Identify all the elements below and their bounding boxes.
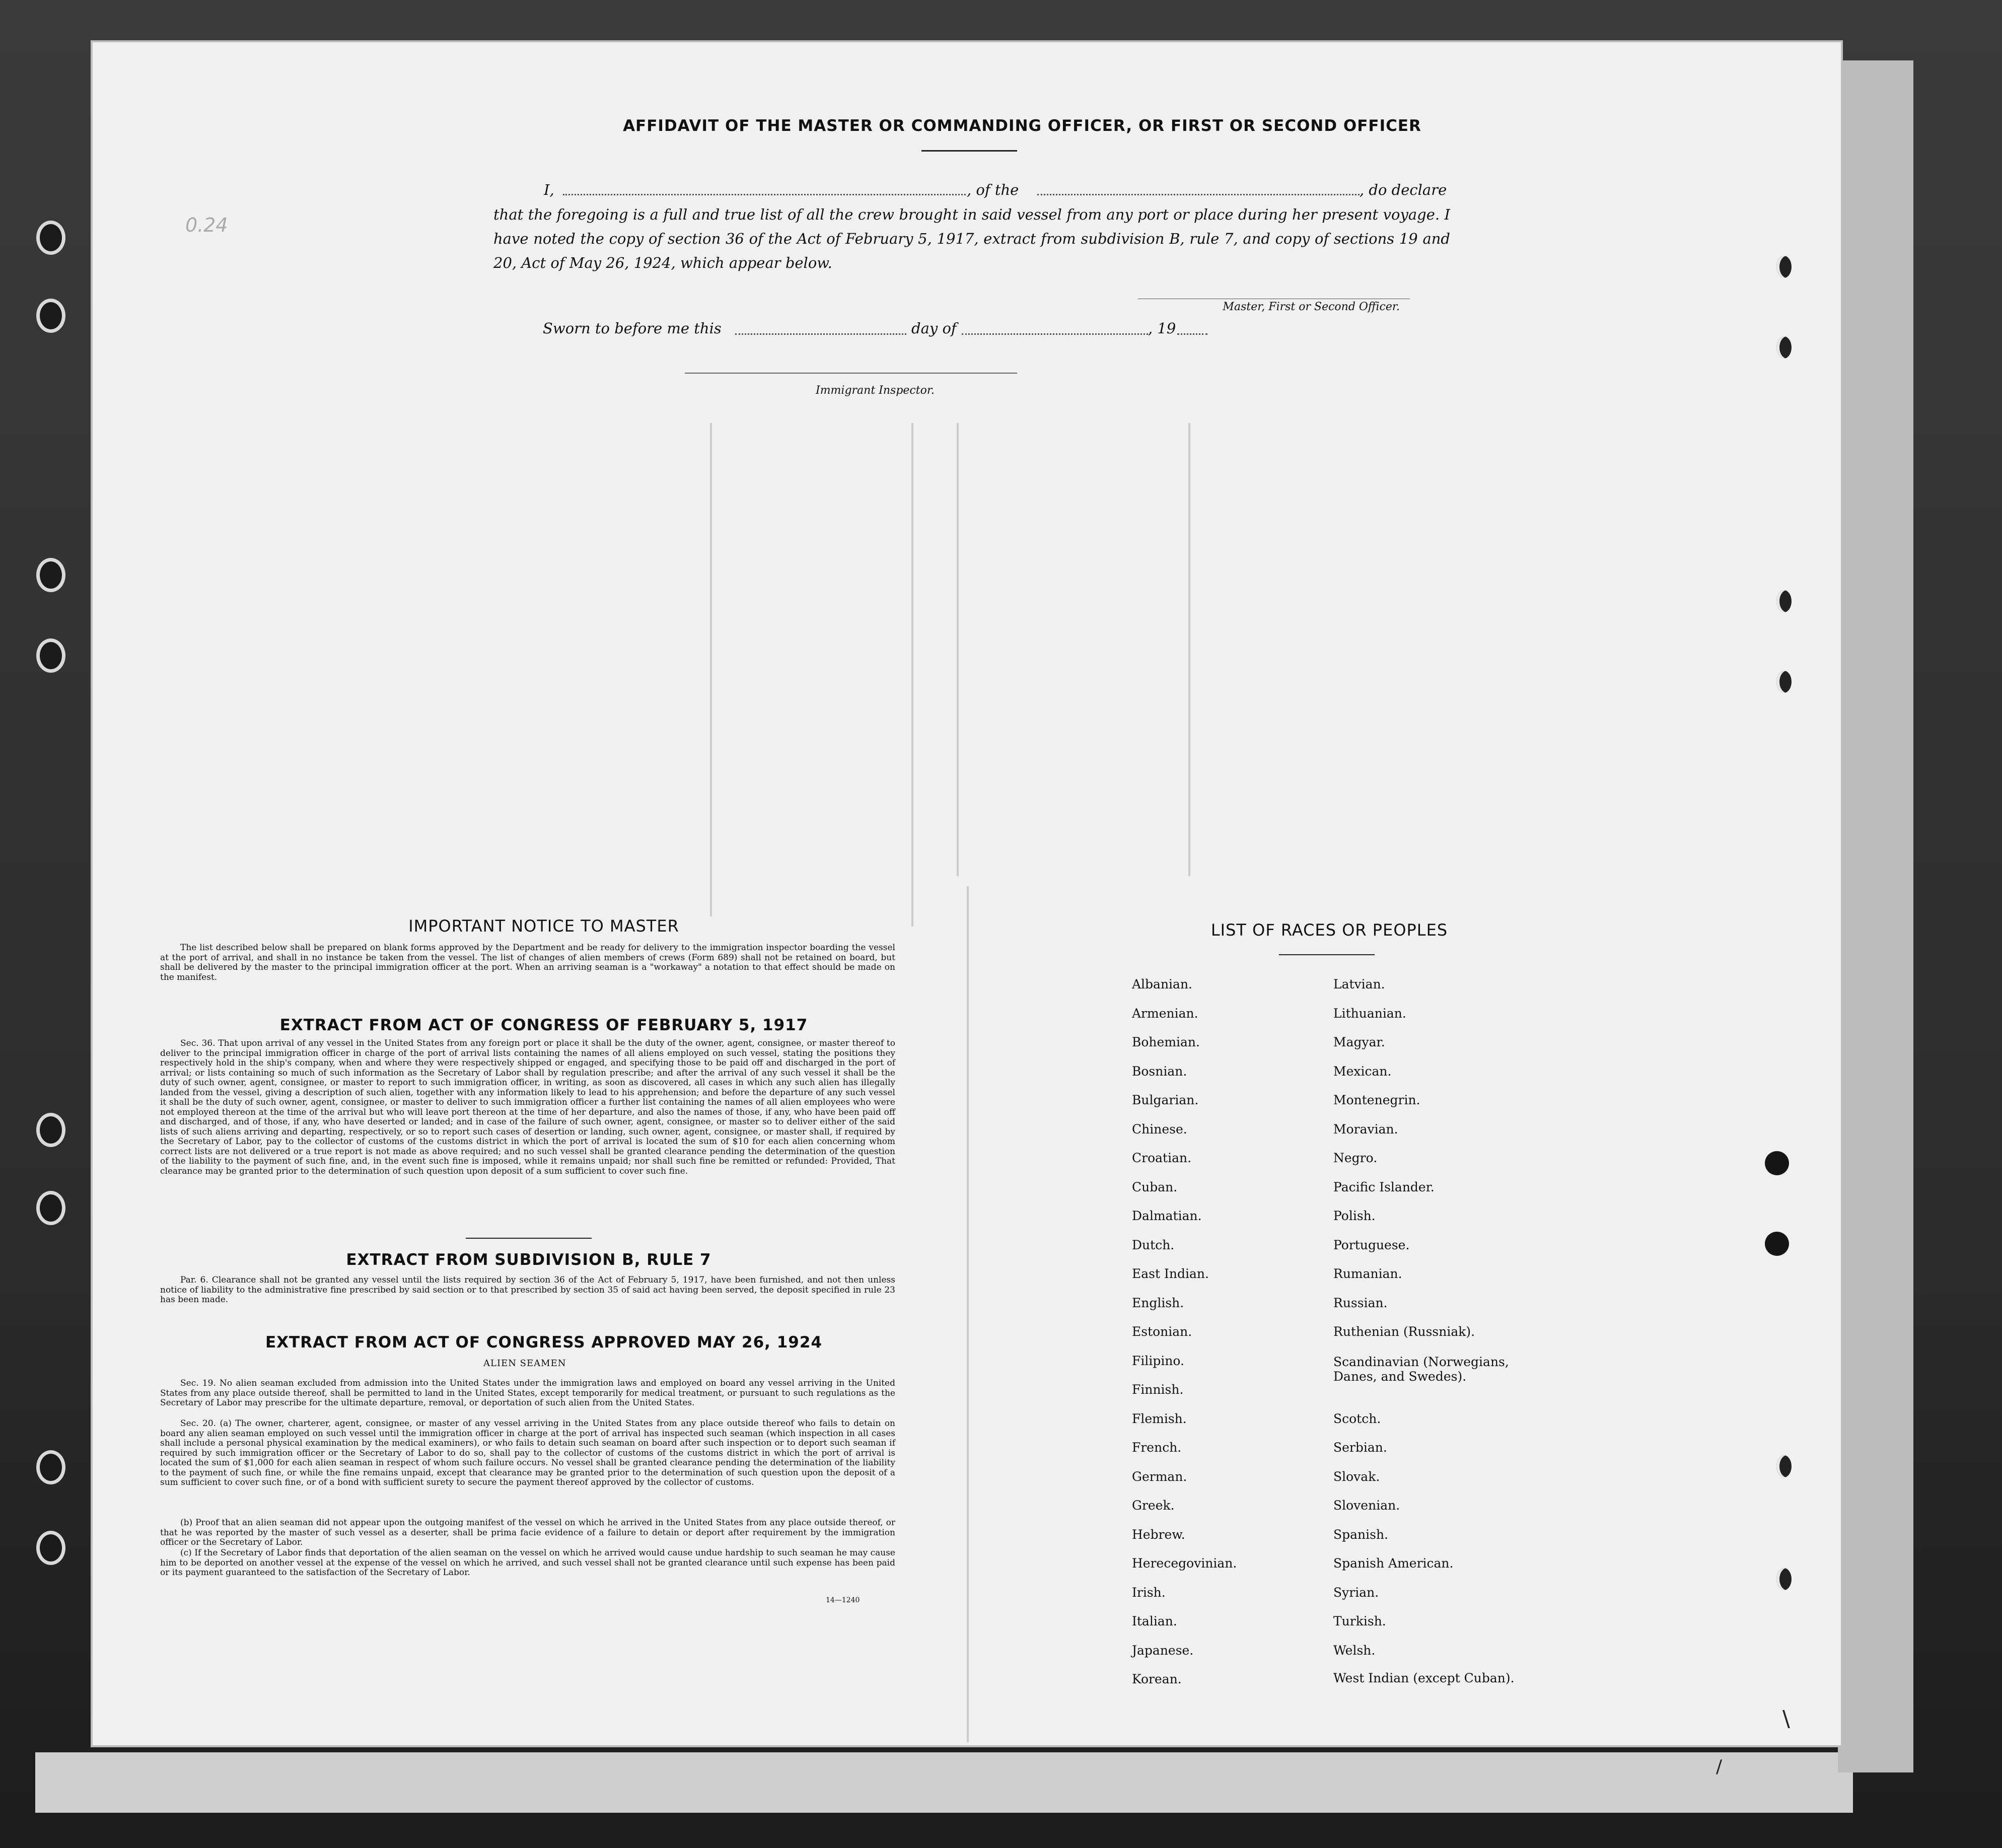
race-item: Finnish. [1132, 1382, 1184, 1397]
extract-rule7-text: Par. 6. Clearance shall not be granted any vessel until the lists required by section 36 of the Act of February 5, 1917, have been furnished, and not then unless notice of liability to the administrative fine prescribed by said section or to that prescribed by section 35 of said act having been served, the deposit specified in rule 23 has been made. [160, 1275, 895, 1305]
underlying-sheet-right [1838, 60, 1913, 1772]
title-rule [921, 150, 1017, 152]
race-item: West Indian (except Cuban). [1333, 1671, 1515, 1685]
race-item: Rumanian. [1333, 1266, 1402, 1281]
binder-hole [1776, 1455, 1792, 1477]
race-item: Latvian. [1333, 977, 1385, 991]
binder-hole [1776, 1568, 1792, 1590]
race-item: Herecegovinian. [1132, 1556, 1237, 1571]
race-item: Italian. [1132, 1614, 1177, 1628]
race-item: Serbian. [1333, 1440, 1387, 1455]
race-item: Chinese. [1132, 1122, 1187, 1136]
race-item: Slovak. [1333, 1469, 1380, 1484]
race-item: Montenegrin. [1333, 1093, 1420, 1107]
race-item: Bulgarian. [1132, 1093, 1199, 1107]
race-item: Russian. [1333, 1296, 1388, 1310]
binder-hole [1776, 671, 1792, 693]
race-item: Albanian. [1132, 977, 1193, 991]
sworn-day-field[interactable] [735, 333, 906, 335]
race-item: Ruthenian (Russniak). [1333, 1324, 1475, 1339]
race-item: Cuban. [1132, 1180, 1178, 1194]
underlying-sheet-bottom [35, 1752, 1853, 1813]
affidavit-of-the: , of the [967, 181, 1019, 198]
extract-1917-text: Sec. 36. That upon arrival of any vessel in the United States from any foreign port or place it shall be the duty of the owner, agent, consignee, or master thereof to deliver to the principal immigration officer in charge of the port of arrival lists containing the names of all aliens employed on such vessel, stating the positions they respectively hold in the ship's company, when and where they were respectively shipped or engaged, and specifying those to be paid off and discharged in the port of arrival; or lists containing so much of such information as the Secretary of Labor shall by regulation prescribe; and after the arrival of any such vessel it shall be the duty of such owner, agent, consignee, or master to report to such immigration officer, in writing, as soon as discovered, all cases in which any such alien has illegally landed from the vessel, giving a description of such alien, together with any information likely to lead to his apprehension; and before the departure of any such vessel it shall be the duty of such owner, agent, consignee, or master to deliver to such immigration officer a further list containing the names of all alien employees who were not employed thereon at the time of the arrival but who will leave port thereon at the time of her departure, and also the names of those, if any, who have been paid off and discharged, and of those, if any, who have deserted or landed; and in case of the failure of such owner, agent, consignee, or master so to deliver either of the said lists of such aliens arriving and departing, respectively, or so to report such cases of desertion or landing, such owner, agent, consignee, or master shall, if required by the Secretary of Labor, pay to the collector of customs of the customs district in which the port of arrival is located the sum of $10 for each alien concerning whom correct lists are not delivered or a true report is not made as above required; and no such vessel shall be granted clearance pending the determination of the question of the liability to the payment of such fine, and, in the event such fine is imposed, while it remains unpaid; nor shall such fine be remitted or refunded: Provided, That clearance may be granted prior to the determination of such question upon deposit of a sum sufficient to cover such fine. [160, 1038, 895, 1176]
sworn-prefix: Sworn to before me this [543, 320, 722, 337]
binder-hole [36, 299, 65, 333]
affidavit-i: I, [544, 181, 554, 198]
race-item: Scotch. [1333, 1411, 1381, 1426]
binder-hole [36, 638, 65, 673]
binder-hole [36, 221, 65, 255]
race-item: Bohemian. [1132, 1035, 1200, 1049]
binder-hole [1776, 336, 1792, 359]
notice-text: The list described below shall be prepared on blank forms approved by the Department and be ready for delivery to the immigration inspector boarding the vessel at the port of arrival, and shall in no instance be taken from the vessel. The list of changes of alien members of crews (Form 689) shall not be retained on board, but shall be delivered by the master to the principal immigration officer at the port. When an arriving seaman is a "workaway" a notation to that effect should be made on the manifest. [160, 943, 895, 982]
binder-hole [36, 1191, 65, 1225]
extract-rule7-title: EXTRACT FROM SUBDIVISION B, RULE 7 [346, 1251, 711, 1269]
binder-hole [36, 1531, 65, 1565]
alien-seamen-heading: ALIEN SEAMEN [483, 1358, 566, 1369]
race-item: Turkish. [1333, 1614, 1386, 1628]
inspector-signature-line [685, 373, 1017, 374]
binder-hole [1776, 590, 1792, 612]
sworn-day-label: day of [911, 320, 957, 337]
binder-hole [1765, 1151, 1789, 1175]
race-item: Irish. [1132, 1585, 1166, 1600]
race-item: Filipino. [1132, 1354, 1184, 1368]
race-item: Dutch. [1132, 1238, 1175, 1252]
binder-hole [36, 558, 65, 592]
race-item: Scandinavian (Norwegians, Danes, and Swedes). [1333, 1355, 1509, 1384]
race-item: Negro. [1333, 1151, 1378, 1165]
bleed-through-line [967, 886, 969, 1742]
race-item: Spanish American. [1333, 1556, 1454, 1571]
extract-1924-sec20b: (b) Proof that an alien seaman did not appear upon the outgoing manifest of the vessel on which he arrived in the United States from any place outside thereof, or that he was reported by the master of such vessel as a deserter, shall be prima facie evidence of a failure to detain or deport after requirement by the immigration officer or the Secretary of Labor. [160, 1518, 895, 1547]
extract-1924-sec20c: (c) If the Secretary of Labor finds that deportation of the alien seaman on the vessel on which he arrived would cause undue hardship to such seaman he may cause him to be deported on another vessel at the expense of the vessel on which he arrived, and such vessel shall not be granted clearance until such expense has been paid or its payment guaranteed to the satisfaction of the Secretary of Labor. [160, 1548, 895, 1578]
race-item: German. [1132, 1469, 1187, 1484]
race-item: Portuguese. [1333, 1238, 1410, 1252]
race-item: Estonian. [1132, 1324, 1192, 1339]
binder-hole [1776, 256, 1792, 278]
bleed-through-line [957, 423, 959, 876]
race-item: Hebrew. [1132, 1527, 1185, 1542]
race-item: Slovenian. [1333, 1498, 1400, 1513]
race-item: Japanese. [1132, 1643, 1194, 1658]
affidavit-body: that the foregoing is a full and true list of all the crew brought in said vessel from any port or place during her present voyage. I have noted the copy of section 36 of the Act of February 5, 1917, extract from subdivision B, rule 7, and copy of sections 19 and 20, Act of May 26, 1924, which appear below. [493, 206, 1450, 271]
extract-1924-sec19: Sec. 19. No alien seaman excluded from admission into the United States under the immigration laws and employed on board any vessel arriving in the United States from any place outside thereof, shall be permitted to land in the United States, except temporarily for medical treatment, or pursuant to such regulations as the Secretary of Labor may prescribe for the ultimate departure, removal, or deportation of such alien from the United States. [160, 1378, 895, 1408]
bleed-through-line [911, 423, 913, 927]
races-title-rule [1279, 954, 1375, 955]
vessel-name-field[interactable] [1037, 194, 1360, 195]
extract-1924-title: EXTRACT FROM ACT OF CONGRESS APPROVED MAY 26, 1924 [265, 1333, 823, 1352]
sworn-month-field[interactable] [962, 333, 1148, 335]
race-item: English. [1132, 1296, 1184, 1310]
sworn-year-field[interactable] [1177, 333, 1207, 335]
handwritten-check-mark: \ [1782, 1706, 1790, 1732]
binder-hole [36, 1450, 65, 1484]
bleed-through-line [710, 423, 712, 916]
notice-title: IMPORTANT NOTICE TO MASTER [408, 916, 679, 936]
binder-hole [1765, 1232, 1789, 1256]
race-item: Croatian. [1132, 1151, 1192, 1165]
race-item: Polish. [1333, 1209, 1376, 1223]
race-item: Syrian. [1333, 1585, 1379, 1600]
handwritten-note: 0.24 [185, 214, 228, 236]
race-item: Spanish. [1333, 1527, 1389, 1542]
signature-role-label: Master, First or Second Officer. [1223, 301, 1400, 313]
race-item: East Indian. [1132, 1266, 1209, 1281]
race-item: French. [1132, 1440, 1182, 1455]
extract-1924-sec20a: Sec. 20. (a) The owner, charterer, agent, consignee, or master of any vessel arriving in the United States from any place outside thereof who fails to detain on board any alien seaman employed on such vessel until the immigration officer in charge at the port of arrival has inspected such seaman (which inspection in all cases shall include a personal physical examination by the medical examiners), or who fails to detain such seaman on board after such inspection or to deport such seaman if required by such immigration officer or the Secretary of Labor to do so, shall pay to the collector of customs of the customs district in which the port of arrival is located the sum of $1,000 for each alien seaman in respect of whom such failure occurs. No vessel shall be granted clearance pending the determination of the liability to the payment of such fine, or while the fine remains unpaid, except that clearance may be granted prior to the determination of such question upon the deposit of a sum sufficient to cover such fine, or of a bond with sufficient surety to secure the payment thereof approved by the collector of customs. [160, 1418, 895, 1487]
races-title: LIST OF RACES OR PEOPLES [1210, 920, 1448, 940]
race-item: Lithuanian. [1333, 1006, 1406, 1021]
race-item: Magyar. [1333, 1035, 1385, 1049]
race-item: Korean. [1132, 1672, 1182, 1686]
race-item: Greek. [1132, 1498, 1175, 1513]
race-item: Bosnian. [1132, 1064, 1187, 1079]
race-item: Flemish. [1132, 1411, 1187, 1426]
master-name-field[interactable] [563, 194, 966, 195]
race-item: Moravian. [1333, 1122, 1398, 1136]
race-item: Welsh. [1333, 1643, 1376, 1658]
section-rule [466, 1238, 592, 1239]
race-item: Armenian. [1132, 1006, 1198, 1021]
race-item: Pacific Islander. [1333, 1180, 1435, 1194]
binder-hole [36, 1113, 65, 1147]
sworn-year-label: , 19 [1148, 320, 1176, 337]
inspector-label: Immigrant Inspector. [816, 384, 935, 397]
race-item: Mexican. [1333, 1064, 1392, 1079]
race-item: Dalmatian. [1132, 1209, 1202, 1223]
handwritten-tick: / [1716, 1756, 1723, 1777]
affidavit-title: AFFIDAVIT OF THE MASTER OR COMMANDING OFFICER, OR FIRST OR SECOND OFFICER [623, 117, 1421, 135]
form-number: 14—1240 [826, 1596, 860, 1604]
bleed-through-line [1188, 423, 1190, 876]
affidavit-declare: , do declare [1360, 181, 1447, 198]
extract-1917-title: EXTRACT FROM ACT OF CONGRESS OF FEBRUARY 5, 1917 [279, 1016, 808, 1034]
